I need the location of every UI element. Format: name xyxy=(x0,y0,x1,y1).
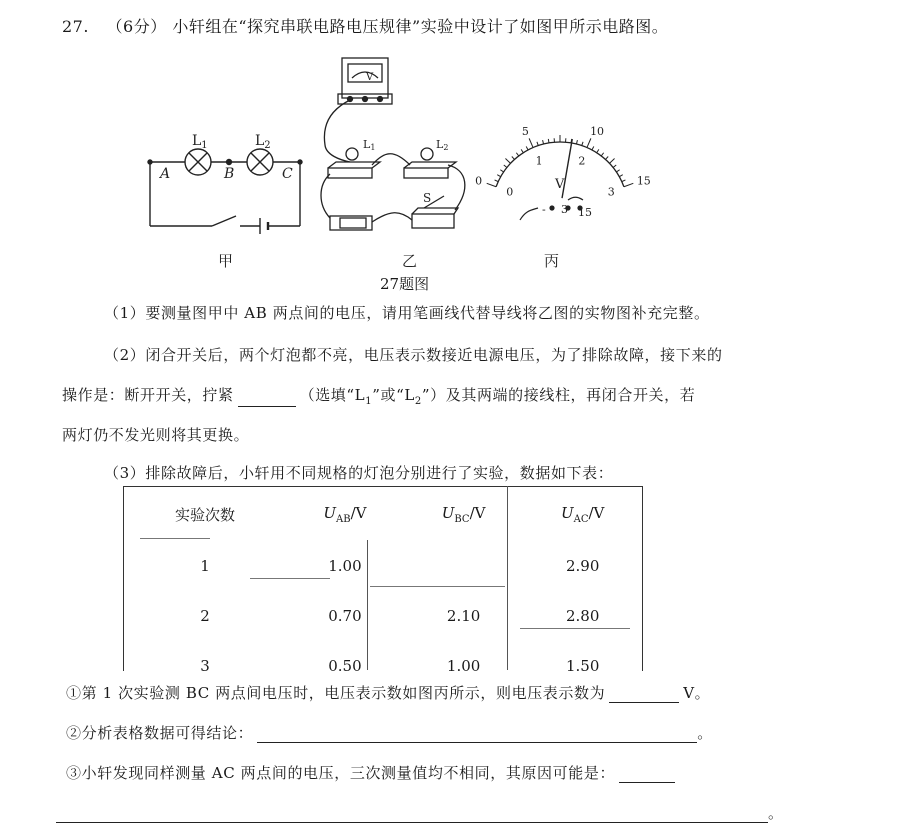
part3-q1: ①第 1 次实验测 BC 两点间电压时，电压表示数如图丙所示，则电压表示数为 V。 xyxy=(66,684,711,702)
dial-tick xyxy=(512,156,515,159)
dial-tick xyxy=(592,146,594,150)
answer-blank-q3[interactable] xyxy=(619,782,675,783)
dial-tick xyxy=(601,153,603,156)
table-cell: 2.90 xyxy=(565,557,600,575)
switch-label: S xyxy=(423,191,432,205)
dial-lower-label: 0 xyxy=(506,185,514,199)
dial-tick xyxy=(619,175,622,177)
part2-line2: 操作是：断开开关，拧紧 （选填“$L_1$”或“$L_2$”）及其两端的接线柱，再闭合开关，若 xyxy=(62,386,696,407)
figure-label-bing: 丙 xyxy=(544,252,560,270)
data-table xyxy=(124,487,642,691)
figure-label-yi: 乙 xyxy=(402,252,418,270)
dial-lower-label: 1 xyxy=(535,154,543,168)
question-stem: 小轩组在“探究串联电路电压规律”实验中设计了如图甲所示电路图。 xyxy=(172,17,669,36)
table-cell: 3 xyxy=(200,657,210,675)
table-cell: 2.10 xyxy=(446,607,481,625)
voltmeter-symbol: V xyxy=(366,72,374,83)
dial-upper-label: 5 xyxy=(521,125,529,139)
yi-lamp-l2-label: L2 xyxy=(436,138,449,152)
dial-lower-label: 2 xyxy=(578,154,586,168)
dial-lower-label: 3 xyxy=(607,185,615,199)
circuit-diagram-jia xyxy=(148,149,302,234)
table-cell: 0.50 xyxy=(328,657,362,675)
dial-tick xyxy=(609,159,614,164)
part2-line3: 两灯仍不发光则将其更换。 xyxy=(62,426,250,444)
yi-lamp-l1-label: L1 xyxy=(363,138,376,152)
dial-tick xyxy=(537,142,538,146)
figure-caption: 27题图 xyxy=(380,275,430,293)
dial-tick xyxy=(516,153,518,156)
question-score: （6分） xyxy=(106,17,167,36)
dial-tick xyxy=(576,140,577,144)
dial-tick xyxy=(624,183,633,186)
answer-blank-part2[interactable] xyxy=(238,406,296,407)
table-cell: 2 xyxy=(200,607,210,625)
dial-tick xyxy=(613,165,616,167)
dial-tick xyxy=(487,183,496,186)
dial-tick xyxy=(606,156,609,159)
part3-q2: ②分析表格数据可得结论： 。 xyxy=(66,724,713,742)
part1-text: （1）要测量图甲中 AB 两点间的电压，请用笔画线代替导线将乙图的实物图补充完整。 xyxy=(104,304,710,322)
answer-blank-q3-line2[interactable] xyxy=(56,822,768,823)
dial-upper-label: 0 xyxy=(475,174,483,188)
table-row xyxy=(124,541,642,591)
header-trial: 实验次数 xyxy=(174,505,235,524)
table-cell: 1.00 xyxy=(328,557,362,575)
dial-tick xyxy=(505,159,510,164)
dial-tick xyxy=(500,170,503,172)
dial-terminals xyxy=(520,197,583,220)
lamp-l2-label: $L_2$ xyxy=(255,133,271,151)
dial-tick xyxy=(497,175,500,177)
terminal-15: 15 xyxy=(578,206,592,219)
table-cell: 1.50 xyxy=(565,657,600,675)
part3-intro: （3）排除故障后，小轩用不同规格的灯泡分别进行了实验，数据如下表： xyxy=(104,464,614,482)
table-row xyxy=(124,591,642,641)
table-cell: 2.80 xyxy=(565,607,600,625)
table-cell-blank xyxy=(404,541,523,591)
table-header-row xyxy=(124,487,642,541)
dial-tick xyxy=(587,138,591,147)
dial-tick xyxy=(597,149,599,152)
dial-tick xyxy=(622,180,626,182)
table-cell: 1.00 xyxy=(446,657,481,675)
lamp-l1-label: $L_1$ xyxy=(192,133,208,151)
dial-tick xyxy=(529,138,533,147)
dial-tick xyxy=(582,142,583,146)
dial-upper-label: 15 xyxy=(636,174,651,188)
header-uac: $U_{AC}/V$ xyxy=(560,503,605,525)
figure-area xyxy=(0,50,906,285)
table-cell: 1 xyxy=(200,557,210,575)
part3-q3-continuation: 。 xyxy=(56,802,784,823)
part2-line1: （2）闭合开关后，两个灯泡都不亮，电压表示数接近电源电压，为了排除故障，接下来的 xyxy=(104,346,723,364)
dial-tick xyxy=(504,165,507,167)
header-ubc: $U_{BC}/V$ xyxy=(441,503,486,525)
part3-q3: ③小轩发现同样测量 AC 两点间的电压，三次测量值均不相同，其原因可能是： xyxy=(66,762,675,783)
dial-tick xyxy=(543,140,544,144)
terminal-3: 3 xyxy=(561,203,568,216)
dial-tick xyxy=(548,139,549,143)
terminal-negative: - xyxy=(542,203,546,216)
point-a-label: A xyxy=(160,166,171,182)
answer-blank-q2[interactable] xyxy=(257,742,697,743)
dial-tick xyxy=(495,180,499,182)
dial-tick xyxy=(521,149,523,152)
dial-tick xyxy=(526,146,528,150)
question-number: 27. xyxy=(62,17,89,36)
answer-blank-q1[interactable] xyxy=(609,702,679,703)
dial-symbol: V xyxy=(555,177,565,192)
question-title xyxy=(62,14,668,37)
point-b-label: B xyxy=(224,166,235,182)
point-c-label: C xyxy=(282,166,293,182)
dial-upper-label: 10 xyxy=(590,125,605,139)
table-cell: 0.70 xyxy=(328,607,362,625)
header-uab: $U_{AB}/V$ xyxy=(323,503,367,525)
dial-tick xyxy=(616,170,619,172)
figure-label-jia: 甲 xyxy=(218,252,234,270)
